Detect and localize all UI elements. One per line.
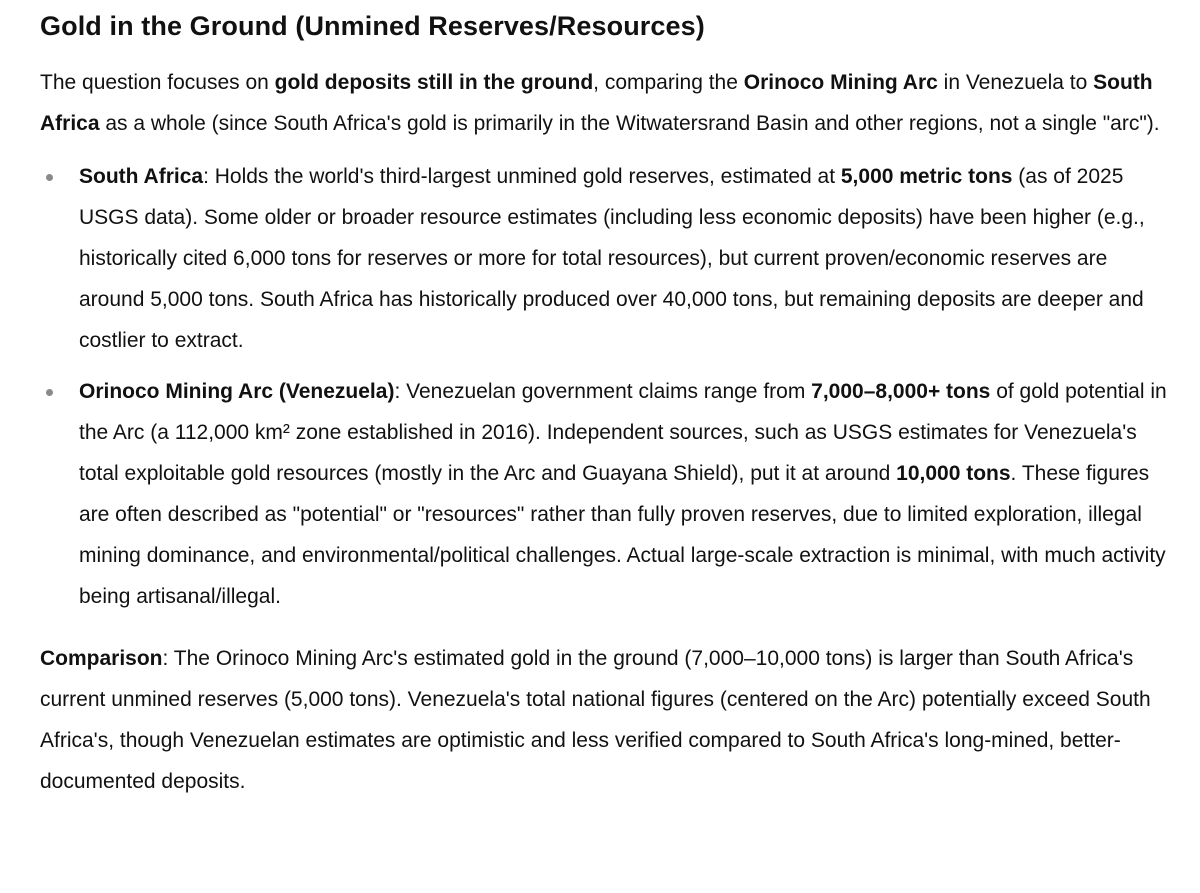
orinoco-bold-tons: 10,000 tons	[896, 462, 1011, 485]
comparison-paragraph	[40, 638, 1170, 802]
comparison-label: Comparison	[40, 647, 163, 670]
orinoco-title: Orinoco Mining Arc (Venezuela)	[79, 380, 395, 403]
bullet-dot-icon	[46, 174, 53, 181]
orinoco-text-3: . These figures are often described as "potential" or "resources" rather than fully proven reserves, due to limited exploration, illegal mining dominance, and environmental/political challenges. Actual large-scale extraction is minimal, with much activity being artisanal/illegal.	[79, 462, 1166, 608]
comparison-text: : The Orinoco Mining Arc's estimated gold in the ground (7,000–10,000 tons) is larger than South Africa's current unmined reserves (5,000 tons). Venezuela's total national figures (centered on the Arc) potentially exceed South Africa's, though Venezuelan estimates are optimistic and less verified compared to South Africa's long-mined, better-documented deposits.	[40, 647, 1151, 793]
list-item-south-africa	[40, 156, 1170, 361]
bullet-dot-icon	[46, 389, 53, 396]
south-africa-bold-tons: 5,000 metric tons	[840, 165, 1013, 188]
south-africa-text-2: (as of 2025 USGS data). Some older or broader resource estimates (including less economic deposits) have been higher (e.g., historically cited 6,000 tons for reserves or more for total resources), but current proven/economic reserves are around 5,000 tons. South Africa has historically produced over 40,000 tons, but remaining deposits are deeper and costlier to extract.	[79, 165, 1145, 352]
south-africa-title: South Africa	[79, 165, 204, 188]
intro-text-4: as a whole (since South Africa's gold is primarily in the Witwatersrand Basin and other regions, not a single "arc").	[99, 112, 1160, 135]
intro-bold-south-africa: South Africa	[40, 71, 1153, 135]
intro-text-3: in Venezuela to	[937, 71, 1094, 94]
list-item-orinoco	[40, 371, 1170, 617]
orinoco-text-2: of gold potential in the Arc (a 112,000 km² zone established in 2016). Independent sources, such as USGS estimates for Venezuela's total exploitable gold resources (mostly in the Arc and Guayana Shield), put it at around	[79, 380, 1167, 485]
intro-bold-orinoco: Orinoco Mining Arc	[743, 71, 938, 94]
intro-text-2: , comparing the	[593, 71, 744, 94]
intro-text-1: The question focuses on	[40, 71, 275, 94]
section-heading: Gold in the Ground (Unmined Reserves/Resources)	[40, 11, 705, 41]
bullet-list	[40, 156, 1170, 617]
intro-bold-gold-deposits: gold deposits still in the ground	[274, 71, 594, 94]
orinoco-text-1: : Venezuelan government claims range from	[394, 380, 812, 403]
intro-paragraph	[40, 62, 1170, 144]
orinoco-bold-range: 7,000–8,000+ tons	[811, 380, 991, 403]
south-africa-text-1: : Holds the world's third-largest unmined gold reserves, estimated at	[203, 165, 841, 188]
